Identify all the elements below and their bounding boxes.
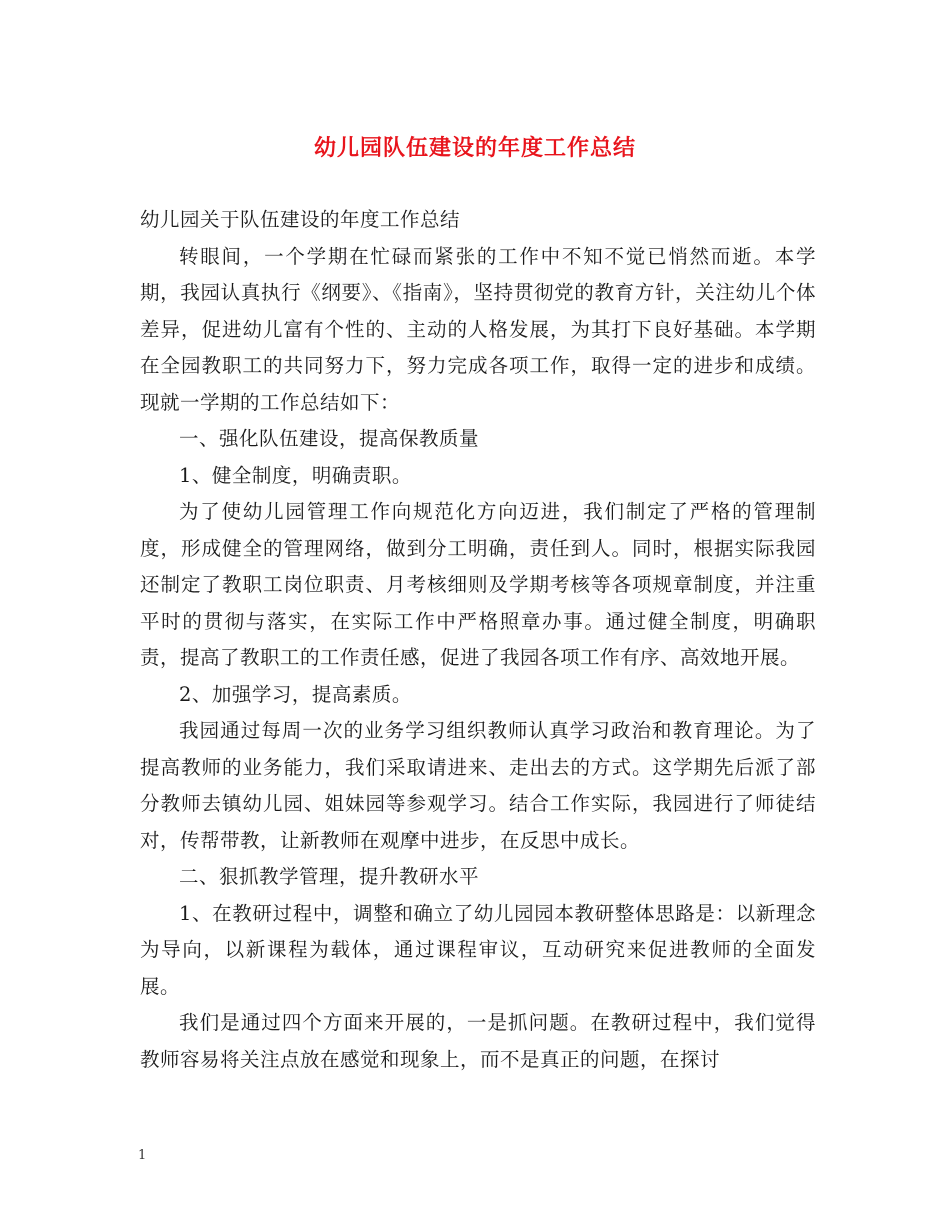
- body-paragraph: 为了使幼儿园管理工作向规范化方向迈进，我们制定了严格的管理制度，形成健全的管理网络，做到分工明确，责任到人。同时，根据实际我园还制定了教职工岗位职责、月考核细则及学期考核等各项规章制度，并注重平时的贯彻与落实，在实际工作中严格照章办事。通过健全制度，明确职责，提高了教职工的工作责任感，促进了我园各项工作有序、高效地开展。: [140, 500, 816, 669]
- subsection-heading-1-1: 1、健全制度，明确责职。: [179, 463, 412, 487]
- subtitle-paragraph: 幼儿园关于队伍建设的年度工作总结: [140, 208, 461, 231]
- subsection-heading-1-2: 2、加强学习，提高素质。: [179, 682, 412, 706]
- body-paragraph: 我园通过每周一次的业务学习组织教师认真学习政治和教育理论。为了提高教师的业务能力，我们采取请进来、走出去的方式。这学期先后派了部分教师去镇幼儿园、姐妹园等参观学习。结合工作实际，我园进行了师徒结对，传帮带教，让新教师在观摩中进步，在反思中成长。: [140, 719, 816, 852]
- body-paragraph: 我们是通过四个方面来开展的，一是抓问题。在教研过程中，我们觉得教师容易将关注点放在感觉和现象上，而不是真正的问题，在探讨: [140, 1011, 816, 1071]
- subsection-heading-2-1: 1、在教研过程中，调整和确立了幼儿园园本教研整体思路是：以新理念为导向，以新课程为载体，通过课程审议，互动研究来促进教师的全面发展。: [140, 901, 816, 998]
- intro-paragraph: 转眼间，一个学期在忙碌而紧张的工作中不知不觉已悄然而逝。本学期，我园认真执行《纲要》、《指南》，坚持贯彻党的教育方针，关注幼儿个体差异，促进幼儿富有个性的、主动的人格发展，为其打下良好基础。本学期在全园教职工的共同努力下，努力完成各项工作，取得一定的进步和成绩。现就一学期的工作总结如下：: [140, 244, 816, 414]
- document-body: [140, 202, 816, 1078]
- page-number: 1: [138, 1148, 147, 1163]
- document-title: 幼儿园队伍建设的年度工作总结: [313, 135, 636, 161]
- section-heading-1: 一、强化队伍建设，提高保教质量: [179, 427, 480, 450]
- section-heading-2: 二、狠抓教学管理，提升教研水平: [179, 865, 480, 888]
